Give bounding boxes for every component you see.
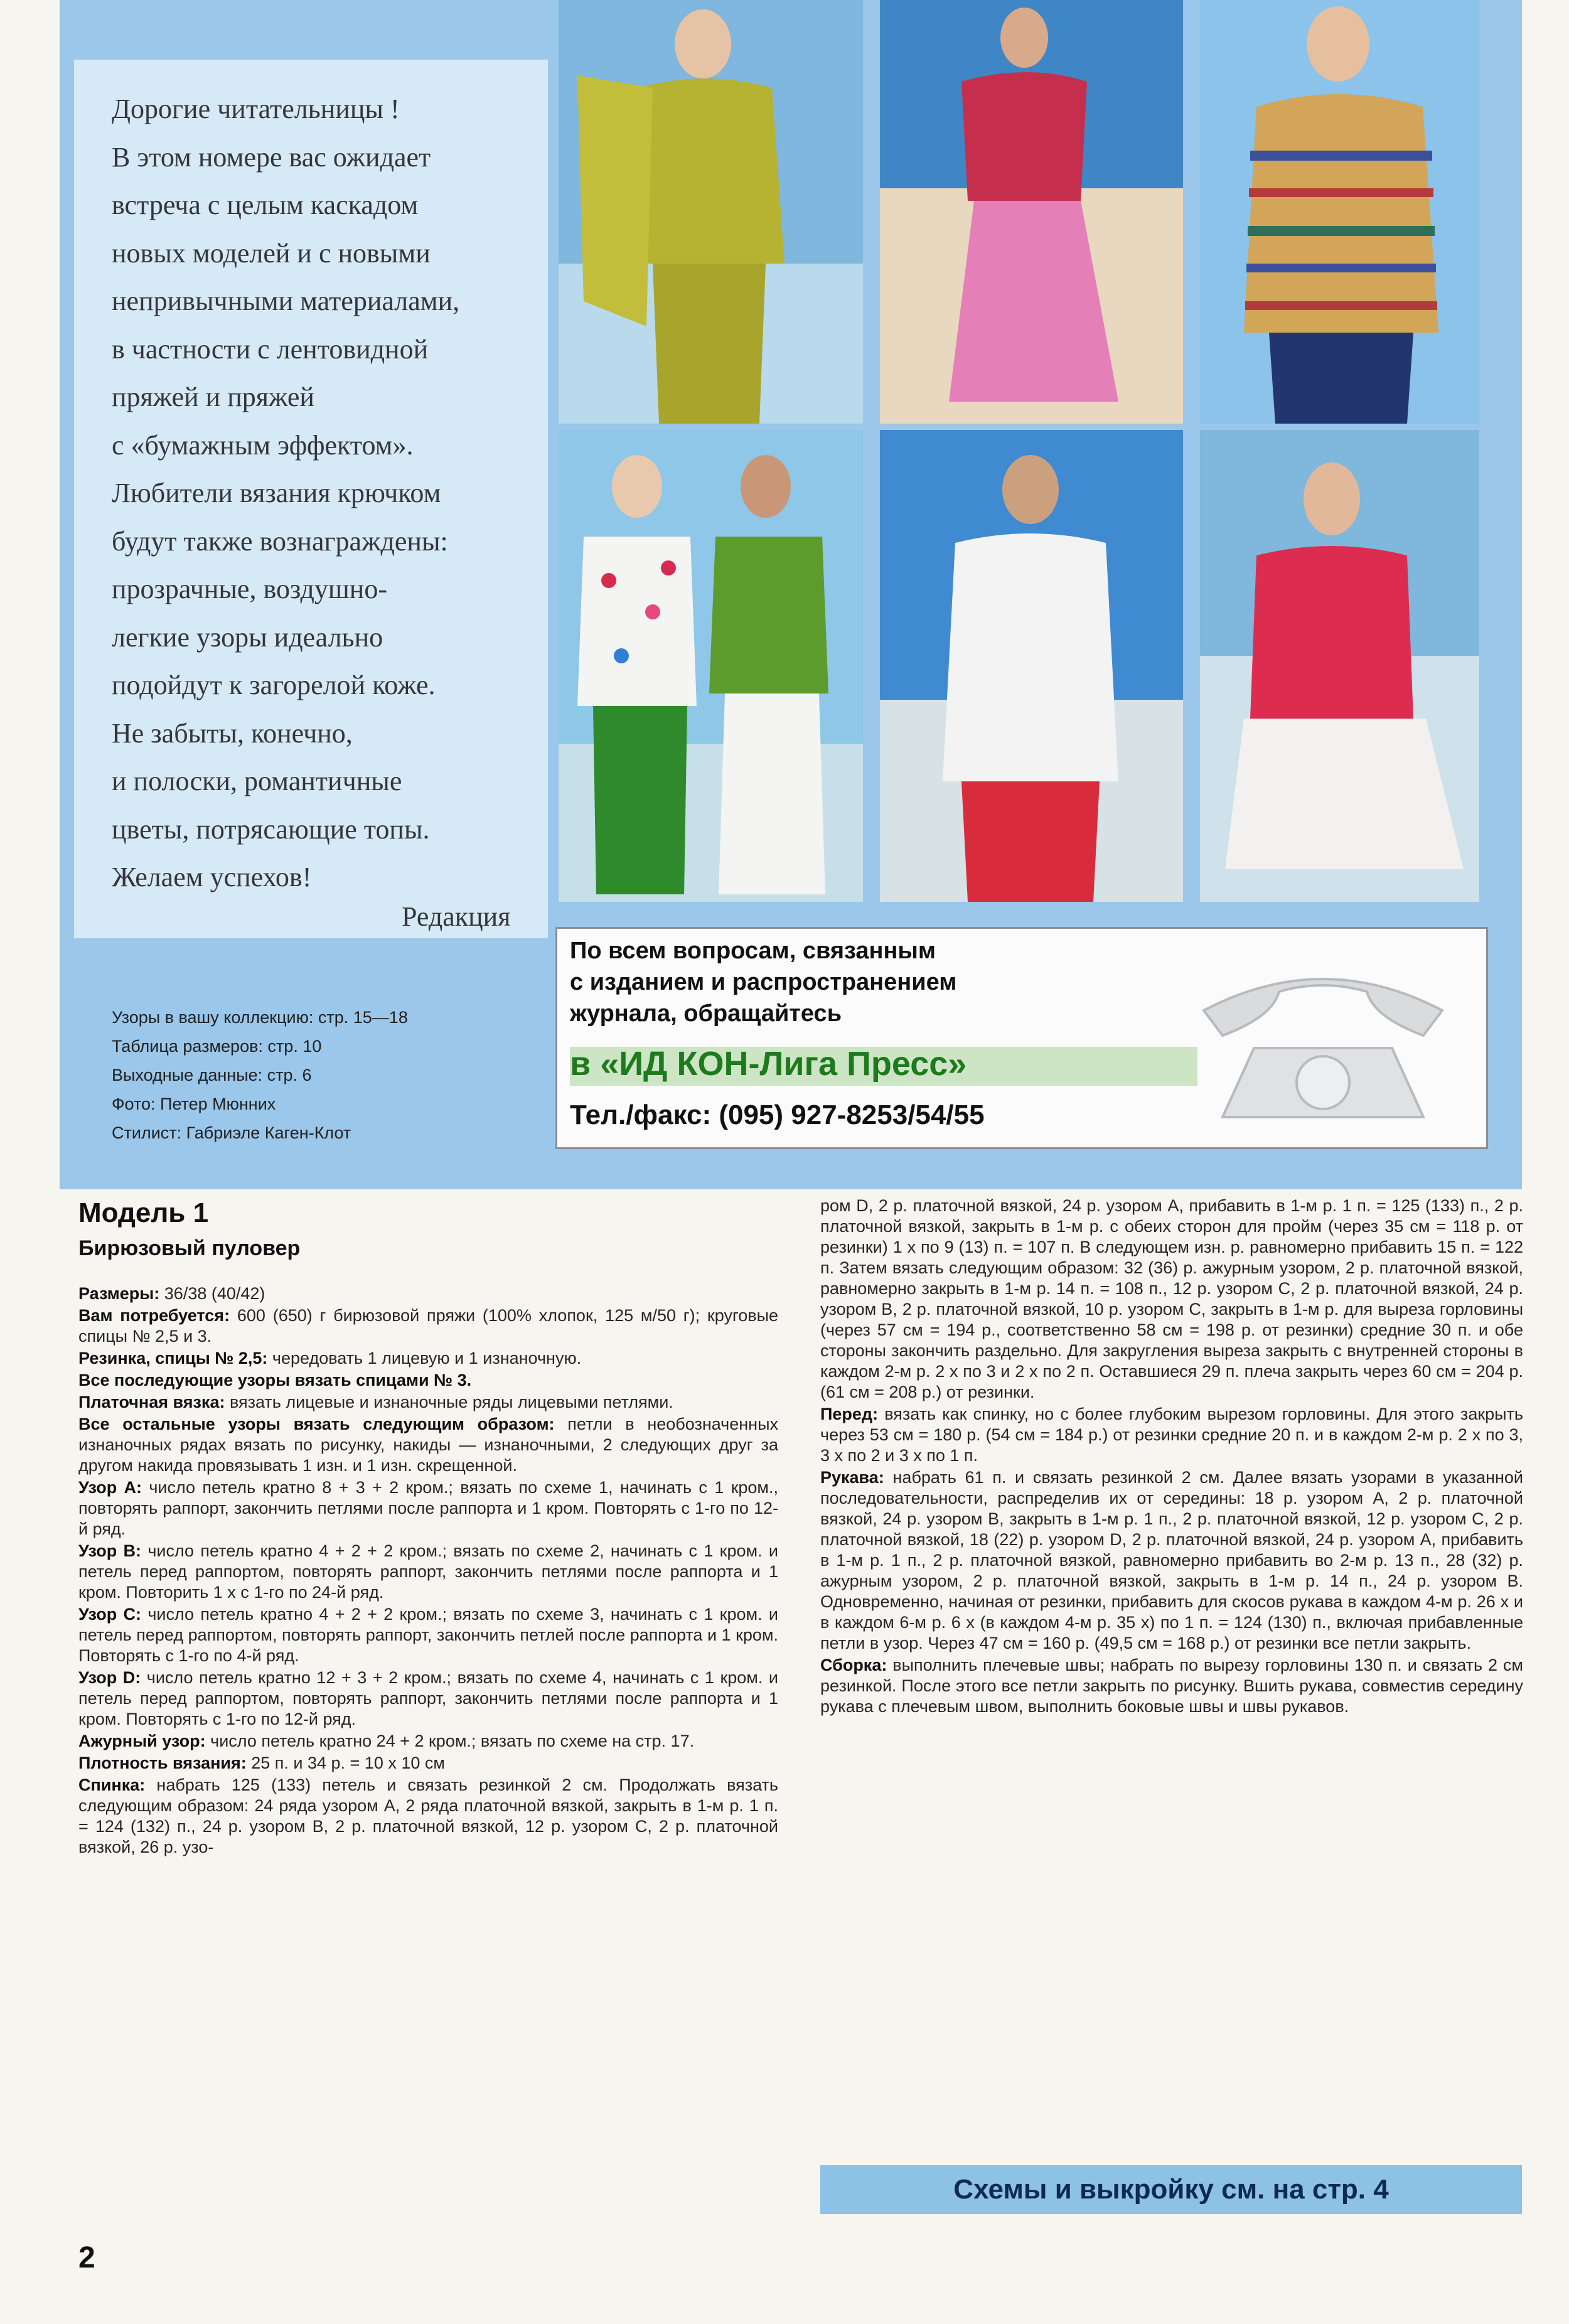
instruction-paragraph: Плотность вязания: 25 п. и 34 р. = 10 х 10 см — [78, 1754, 445, 1772]
editorial-line: в частности с лентовидной — [112, 334, 429, 365]
editorial-line: с «бумажным эффектом». — [112, 430, 414, 461]
instruction-paragraph: Узор D: число петель кратно 12 + 3 + 2 кром.; вязать по схеме 4, начинать с 1 кром. и петель перед раппортом, повторять раппорт, закончить петлями после раппорта и 1 кром. Повторять с 1-го по 12-й ряд. — [78, 1668, 778, 1728]
model-title: Модель 1 — [78, 1197, 209, 1228]
editorial-signature: Редакция — [402, 901, 511, 932]
instruction-paragraph: Ажурный узор: число петель кратно 24 + 2 кром.; вязать по схеме на стр. 17. — [78, 1732, 695, 1750]
editorial-line: В этом номере вас ожидает — [112, 142, 431, 173]
editorial-line: будут также вознаграждены: — [112, 526, 448, 557]
contact-line: журнала, обращайтесь — [570, 1000, 842, 1027]
phone-number: Тел./факс: (095) 927-8253/54/55 — [570, 1100, 985, 1130]
editorial-line: Желаем успехов! — [112, 862, 312, 892]
credits-line: Выходные данные: стр. 6 — [112, 1066, 312, 1084]
diagram-reference-banner — [820, 2165, 1522, 2214]
instruction-paragraph: Платочная вязка: вязать лицевые и изнаночные ряды лицевыми петлями. — [78, 1393, 673, 1411]
editorial-line: встреча с целым каскадом — [112, 190, 419, 220]
instruction-paragraph: ром D, 2 р. платочной вязкой, 24 р. узором А, прибавить в 1-м р. 1 п. = 125 (133) п., 2 р. платочной вязкой, закрыть в 1-м р. с обеих сторон для пройм (через 35 см = 118 р. от резинки) 1 х по 9 (13) п. = 107 п. В следующем изн. р. равномерно прибавить 15 п. = 122 п. Затем вязать следующим образом: 32 (36) р. ажурным узором, 2 р. платочной вязкой, равномерно закрыть в 1-м р. 14 п. = 108 п., 12 р. узором С, 2 р. платочной вязкой, 24 р. узором В, 2 р. платочной вязкой, 10 р. узором С, закрыть в 1-м р. для выреза горловины (через 57 см = 194 р., соответственно 58 см = 198 р. от резинки) средние 30 п. и обе стороны закончить раздельно. Для закругления выреза закрыть с внутренней стороны в каждом 2-м р. 2 х по 3 и 2 х по 2 п. Оставшиеся 29 п. плеча закрыть через 60 см = 204 р. (61 см = 208 р.) от резинки. — [820, 1196, 1523, 1401]
photo-red-top-skirt — [880, 0, 1183, 424]
contact-box — [555, 927, 1488, 1149]
instruction-paragraph: Перед: вязать как спинку, но с более глубоким вырезом горловины. Для этого закрыть через 53 см = 180 р. (54 см = 184 р.) от резинки средние 20 п. и в каждом 2-м р. 2 х по 3, 3 х по 2 и 3 х по 1 п. — [820, 1405, 1523, 1465]
instruction-paragraph: Резинка, спицы № 2,5: чередовать 1 лицевую и 1 изнаночную. — [78, 1349, 582, 1368]
credits-line: Таблица размеров: стр. 10 — [112, 1037, 322, 1056]
page-number: 2 — [78, 2241, 95, 2274]
contact-line: По всем вопросам, связанным — [570, 938, 936, 964]
instructions-column-left — [78, 1283, 778, 1859]
diagram-reference-text: Схемы и выкройку см. на стр. 4 — [953, 2174, 1389, 2205]
editorial-line: пряжей и пряжей — [112, 382, 314, 412]
credits-line: Стилист: Габриэле Каген-Клот — [112, 1123, 351, 1142]
instruction-paragraph: Все последующие узоры вязать спицами № 3. — [78, 1371, 472, 1390]
editorial-line: легкие узоры идеально — [112, 622, 383, 653]
model-subtitle: Бирюзовый пуловер — [78, 1236, 301, 1260]
editorial-line: и полоски, романтичные — [112, 766, 402, 796]
photo-yellow-sweater — [559, 0, 863, 424]
contact-line: с изданием и распространением — [570, 969, 957, 995]
instruction-paragraph: Узор В: число петель кратно 4 + 2 + 2 кром.; вязать по схеме 2, начинать с 1 кром. и петель перед раппортом, повторять раппорт, закончить петлями после раппорта и 1 кром. Повторить 1 х с 1-го по 24-й ряд. — [78, 1541, 778, 1602]
publisher-name: в «ИД КОН-Лига Пресс» — [570, 1045, 967, 1083]
photo-red-tshirt — [1200, 430, 1479, 902]
instruction-paragraph: Размеры: 36/38 (40/42) — [78, 1284, 265, 1303]
editorial-line: прозрачные, воздушно- — [112, 574, 387, 604]
photo-two-women-floral — [559, 430, 863, 902]
photo-white-lace-tunic — [880, 430, 1183, 902]
instruction-paragraph: Все остальные узоры вязать следующим образом: петли в необозначенных изнаночных рядах вязать по рисунку, накиды — изнаночными, 2 следующих друг за другом накида провязывать 1 изн. и 1 изн. скрещенной. — [78, 1415, 778, 1475]
editorial-line: новых моделей и с новыми — [112, 238, 431, 269]
instruction-paragraph: Рукава: набрать 61 п. и связать резинкой 2 см. Далее вязать узорами в указанной последовательности, распределив их от середины: 18 р. узором А, 2 р. платочной вязкой, 24 р. узором В, закрыть в 1-м р. 1 п., 2 р. платочной вязкой, 12 р. узором С, 2 р. платочной вязкой, 18 (22) р. узором D, 2 р. платочной вязкой, 24 р. узором А, прибавить в 1-м р. 1 п., 2 р. платочной вязкой, равномерно прибавить во 2-м р. 13 п., 28 (32) р. ажурным узором, 2 р. платочной вязкой, закрыть в 1-м р. 14 п., 24 р. узором В. Одновременно, начиная от резинки, прибавить для скосов рукава в каждом 4-м р. 26 х и в каждом 6-м р. 6 х (в каждом 4-м р. 35 х) по 1 п. = 124 (130) п., включая прибавленные петли в узор. Через 47 см = 160 р. (49,5 см = 168 р.) от резинки все петли закрыть. — [820, 1468, 1523, 1652]
instruction-paragraph: Узор А: число петель кратно 8 + 3 + 2 кром.; вязать по схеме 1, начинать с 1 кром., повторять раппорт, закончить петлями после раппорта и 1 кром. Повторять с 1-го по 12-й ряд. — [78, 1478, 778, 1538]
instructions-column-right — [820, 1196, 1523, 1718]
instruction-paragraph: Сборка: выполнить плечевые швы; набрать по вырезу горловины 130 п. и связать 2 см резинкой. После этого все петли закрыть по рисунку. Вшить рукава, совместив середину рукава с плечевым швом, выполнить боковые швы и швы рукавов. — [820, 1656, 1523, 1716]
telephone-icon — [1185, 954, 1461, 1123]
editorial-line: Дорогие читательницы ! — [112, 94, 400, 124]
editorial-line: подойдут к загорелой коже. — [112, 670, 436, 700]
editorial-line: цветы, потрясающие топы. — [112, 814, 430, 845]
photo-striped-pullover — [1200, 0, 1479, 424]
instruction-paragraph: Вам потребуется: 600 (650) г бирюзовой пряжи (100% хлопок, 125 м/50 г); круговые спицы № 2,5 и 3. — [78, 1306, 778, 1346]
instruction-paragraph: Узор С: число петель кратно 4 + 2 + 2 кром.; вязать по схеме 3, начинать с 1 кром. и петель перед раппортом, повторять раппорт, закончить петлей после раппорта и 1 кром. Повторять с 1-го по 4-й ряд. — [78, 1605, 778, 1665]
editorial-line: Любители вязания крючком — [112, 478, 441, 508]
instruction-paragraph: Спинка: набрать 125 (133) петель и связать резинкой 2 см. Продолжать вязать следующим образом: 24 ряда узором А, 2 ряда платочной вязкой, закрыть в 1-м р. 1 п. = 124 (132) п., 24 р. узором В, 2 р. платочной вязкой, 12 р. узором С, 2 р. платочной вязкой, 26 р. узо- — [78, 1775, 778, 1856]
credits-line: Фото: Петер Мюнних — [112, 1095, 276, 1113]
editorial-line: непривычными материалами, — [112, 286, 460, 316]
credits-line: Узоры в вашу коллекцию: стр. 15—18 — [112, 1008, 408, 1027]
editorial-line: Не забыты, конечно, — [112, 718, 353, 749]
